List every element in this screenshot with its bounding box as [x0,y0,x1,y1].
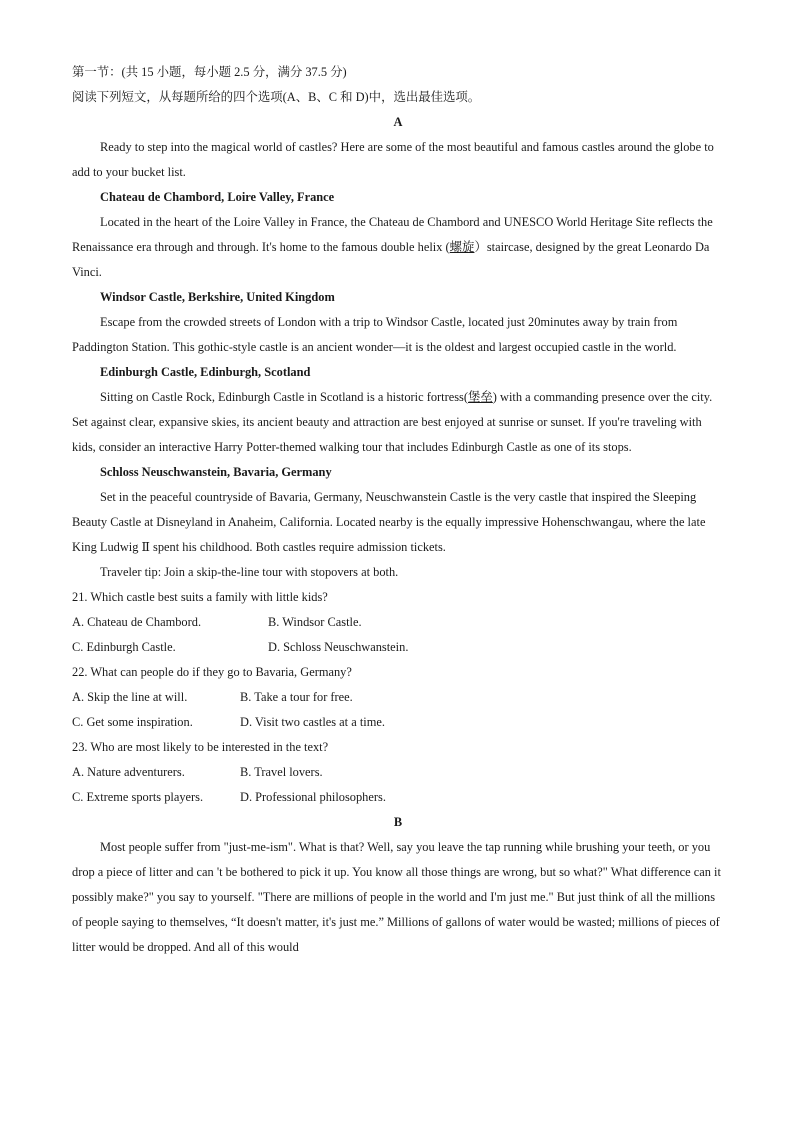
passage-a-label: A [393,115,403,129]
castle-1-name: Chateau de Chambord, Loire Valley, France [100,190,335,204]
option-b: B. Windsor Castle. [268,615,362,629]
instruction: 阅读下列短文，从每题所给的四个选项(A、B、C 和 D)中，选出最佳选项。 [72,90,481,104]
option-a: A. Chateau de Chambord. [72,615,202,629]
question-22-stem: 22. What can people do if they go to Bavaria, Germany? [72,665,352,679]
exam-page [72,60,724,960]
question-23-options-row-1 [72,760,724,785]
question-21-options-row-2 [72,635,724,660]
passage-b-text: Most people suffer from "just-me-ism". What is that? Well, say you leave the tap running while brushing your teeth, or you drop a piece of litter and can 't be bothered to pick it up. You know all those things are wrong, but so what?" What difference can it possibly make?" you say to yourself. "There are millions of people in the world and I'm just me." But just think of all the millions of people saying to themselves, “It doesn't matter, it's just me.” Millions of gallons of water would be wasted; millions of pieces of litter would be dropped. And all of this would [72,840,721,954]
option-d: D. Professional philosophers. [240,790,386,804]
option-a: A. Skip the line at will. [72,690,188,704]
question-23-options-row-2 [72,785,724,810]
option-a: A. Nature adventurers. [72,765,185,779]
castle-4-text: Set in the peaceful countryside of Bavaria, Germany, Neuschwanstein Castle is the very castle that inspired the Sleeping Beauty Castle at Disneyland in Anaheim, California. Located nearby is the equally impressive Hohenschwangau, where the late King Ludwig Ⅱ spent his childhood. Both castles require admission tickets. [72,490,706,554]
castle-3-text: Sitting on Castle Rock, Edinburgh Castle in Scotland is a historic fortress(堡垒) with a commanding presence over the city. Set against clear, expansive skies, its ancient beauty and attraction are best enjoyed at sunrise or sunset. If you're traveling with kids, consider an interactive Harry Potter-themed walking tour that includes Edinburgh Castle as one of its stops. [72,390,713,454]
option-c: C. Get some inspiration. [72,715,193,729]
question-21-options-row-1 [72,610,724,635]
option-b: B. Take a tour for free. [240,690,353,704]
question-23-stem: 23. Who are most likely to be interested in the text? [72,740,329,754]
castle-2-name: Windsor Castle, Berkshire, United Kingdom [100,290,335,304]
gloss-fortress: 堡垒 [468,390,493,404]
castle-3-name: Edinburgh Castle, Edinburgh, Scotland [100,365,311,379]
question-22-options-row-2 [72,710,724,735]
castle-4-name: Schloss Neuschwanstein, Bavaria, Germany [100,465,332,479]
question-22-options-row-1 [72,685,724,710]
gloss-helix: 螺旋 [449,240,475,254]
option-c: C. Extreme sports players. [72,790,204,804]
question-21-stem: 21. Which castle best suits a family with little kids? [72,590,328,604]
option-d: D. Visit two castles at a time. [240,715,385,729]
option-c: C. Edinburgh Castle. [72,640,176,654]
section-header: 第一节：(共 15 小题，每小题 2.5 分，满分 37.5 分) [72,65,347,79]
option-b: B. Travel lovers. [240,765,323,779]
option-d: D. Schloss Neuschwanstein. [268,640,409,654]
traveler-tip: Traveler tip: Join a skip-the-line tour with stopovers at both. [100,565,399,579]
castle-1-text: Located in the heart of the Loire Valley in France, the Chateau de Chambord and UNESCO World Heritage Site reflects the Renaissance era through and through. It's home to the famous double helix (螺旋）staircase, designed by the great Leonardo Da Vinci. [72,215,713,279]
castle-2-text: Escape from the crowded streets of London with a trip to Windsor Castle, located just 20minutes away by train from Paddington Station. This gothic-style castle is an ancient wonder—it is the oldest and largest occupied castle in the world. [72,315,678,354]
passage-b-label: B [393,815,403,829]
passage-a-intro: Ready to step into the magical world of castles? Here are some of the most beautiful and famous castles around the globe to add to your bucket list. [72,140,714,179]
